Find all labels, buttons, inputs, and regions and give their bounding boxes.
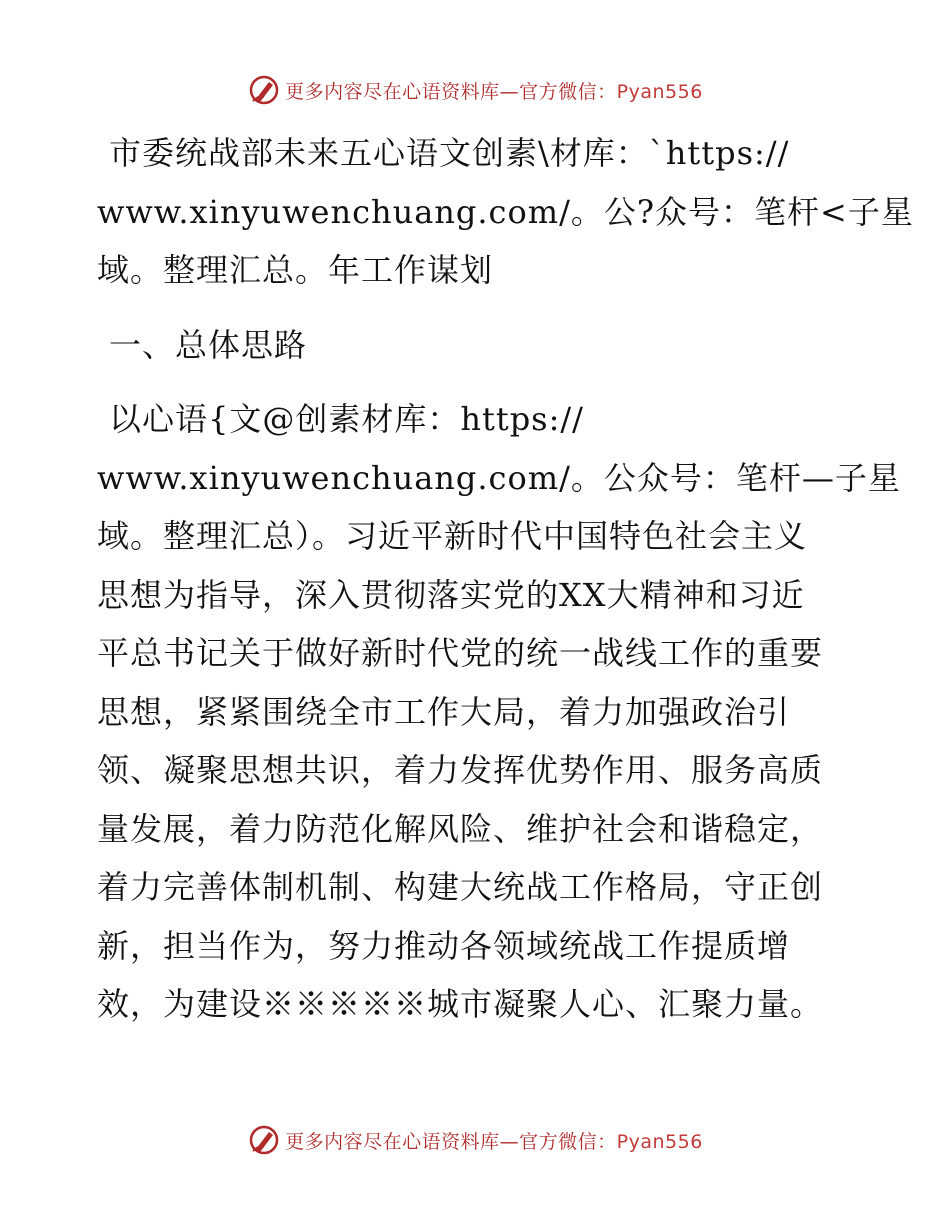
paragraph-line: 以心语{文@创素材库：https:// xyxy=(109,400,584,438)
paragraph-line: 领、凝聚思想共识，着力发挥优势作用、服务高质 xyxy=(97,751,824,789)
paragraph-line: 思想，紧紧围绕全市工作大局，着力加强政治引 xyxy=(97,692,791,731)
red-quill-pen-icon xyxy=(247,1123,281,1157)
red-quill-pen-icon xyxy=(247,73,281,107)
paragraph-line: 平总书记关于做好新时代党的统一战线工作的重要 xyxy=(97,634,824,672)
document-title-line-3: 域。整理汇总。年工作谋划 xyxy=(97,251,494,289)
paragraph-line: 域。整理汇总）。习近平新时代中国特色社会主义 xyxy=(97,517,808,555)
banner-text: 更多内容尽在心语资料库—官方微信：Pyan556 xyxy=(285,80,703,103)
wechat-handle: Pyan556 xyxy=(616,1130,703,1153)
paragraph-line: 新，担当作为，努力推动各领域统战工作提质增 xyxy=(97,926,791,965)
paragraph-line: 效，为建设※※※※※城市凝聚人心、汇聚力量。 xyxy=(97,985,824,1023)
banner-text: 更多内容尽在心语资料库—官方微信：Pyan556 xyxy=(285,1130,703,1153)
document-body xyxy=(97,124,914,1034)
header-watermark-banner xyxy=(0,70,950,110)
footer-watermark-banner xyxy=(0,1120,950,1160)
section-heading: 一、总体思路 xyxy=(109,325,308,364)
paragraph-line: www.xinyuwenchuang.com/。公众号：笔杆—子星 xyxy=(97,458,901,497)
document-title-line-2: www.xinyuwenchuang.com/。公?众号：笔杆<子星 xyxy=(97,192,914,231)
document-title-line-1: 市委统战部未来五心语文创素\材库：`https:// xyxy=(109,134,790,172)
paragraph-line: 着力完善体制机制、构建大统战工作格局，守正创 xyxy=(97,868,824,906)
wechat-handle: Pyan556 xyxy=(616,80,703,103)
paragraph-line: 思想为指导，深入贯彻落实党的XX大精神和习近 xyxy=(97,575,805,614)
paragraph-line: 量发展，着力防范化解风险、维护社会和谐稳定， xyxy=(97,809,824,848)
